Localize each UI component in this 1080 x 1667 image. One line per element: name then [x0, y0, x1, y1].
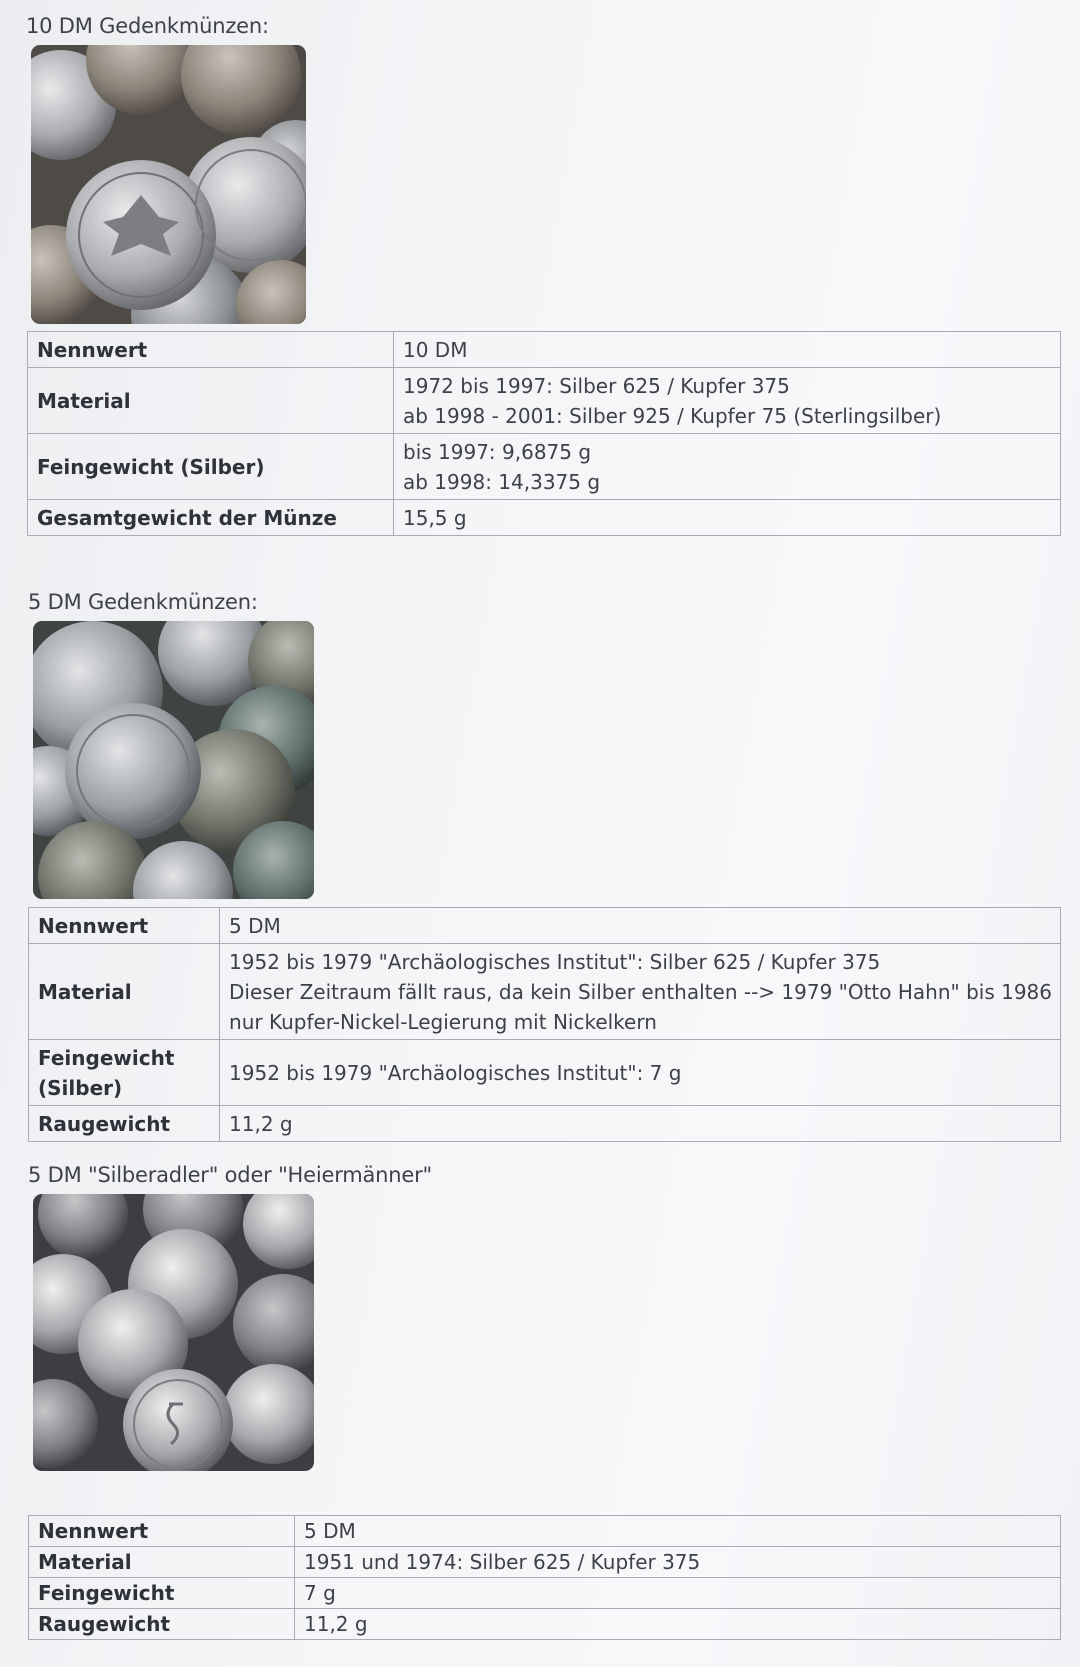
coin-pile-photo [31, 45, 306, 324]
row-value: bis 1997: 9,6875 g ab 1998: 14,3375 g [394, 434, 1061, 500]
table-row [29, 1106, 1061, 1142]
section-heading: 5 DM "Silberadler" oder "Heiermänner" [28, 1163, 433, 1187]
row-key: Feingewicht (Silber) [29, 1040, 220, 1106]
table-row [28, 500, 1061, 536]
table-row [28, 434, 1061, 500]
section-heading: 5 DM Gedenkmünzen: [28, 590, 258, 614]
coin-info-table [28, 907, 1061, 1142]
row-key: Nennwert [29, 908, 220, 944]
row-value: 10 DM [394, 332, 1061, 368]
table-row [29, 908, 1061, 944]
table-row [29, 1516, 1061, 1547]
row-key: Nennwert [28, 332, 394, 368]
table-row [28, 332, 1061, 368]
row-value: 7 g [295, 1578, 1061, 1609]
row-key: Material [29, 1547, 295, 1578]
row-value: 15,5 g [394, 500, 1061, 536]
row-key: Gesamtgewicht der Münze [28, 500, 394, 536]
coin-info-table [27, 331, 1061, 536]
row-value: 11,2 g [220, 1106, 1061, 1142]
row-value: 1952 bis 1979 "Archäologisches Institut": Silber 625 / Kupfer 375 Dieser Zeitraum fällt raus, da kein Silber enthalten --> 1979 "Otto Hahn" bis 1986 nur Kupfer-Nickel-Legierung mit Nickelkern [220, 944, 1061, 1040]
row-value: 1972 bis 1997: Silber 625 / Kupfer 375 ab 1998 - 2001: Silber 925 / Kupfer 75 (Sterlingsilber) [394, 368, 1061, 434]
row-key: Feingewicht [29, 1578, 295, 1609]
row-key: Nennwert [29, 1516, 295, 1547]
coin-info-table [28, 1515, 1061, 1640]
table-row [29, 1609, 1061, 1640]
coin-pile-photo [33, 621, 314, 899]
row-key: Material [28, 368, 394, 434]
row-value: 11,2 g [295, 1609, 1061, 1640]
table-row [29, 1040, 1061, 1106]
row-value: 1952 bis 1979 "Archäologisches Institut": 7 g [220, 1040, 1061, 1106]
table-row [28, 368, 1061, 434]
row-key: Material [29, 944, 220, 1040]
table-row [29, 944, 1061, 1040]
row-value: 1951 und 1974: Silber 625 / Kupfer 375 [295, 1547, 1061, 1578]
row-key: Raugewicht [29, 1106, 220, 1142]
row-key: Feingewicht (Silber) [28, 434, 394, 500]
coin-pile-photo [33, 1194, 314, 1471]
row-key: Raugewicht [29, 1609, 295, 1640]
row-value: 5 DM [220, 908, 1061, 944]
table-row [29, 1578, 1061, 1609]
section-heading: 10 DM Gedenkmünzen: [26, 14, 269, 38]
table-row [29, 1547, 1061, 1578]
row-value: 5 DM [295, 1516, 1061, 1547]
